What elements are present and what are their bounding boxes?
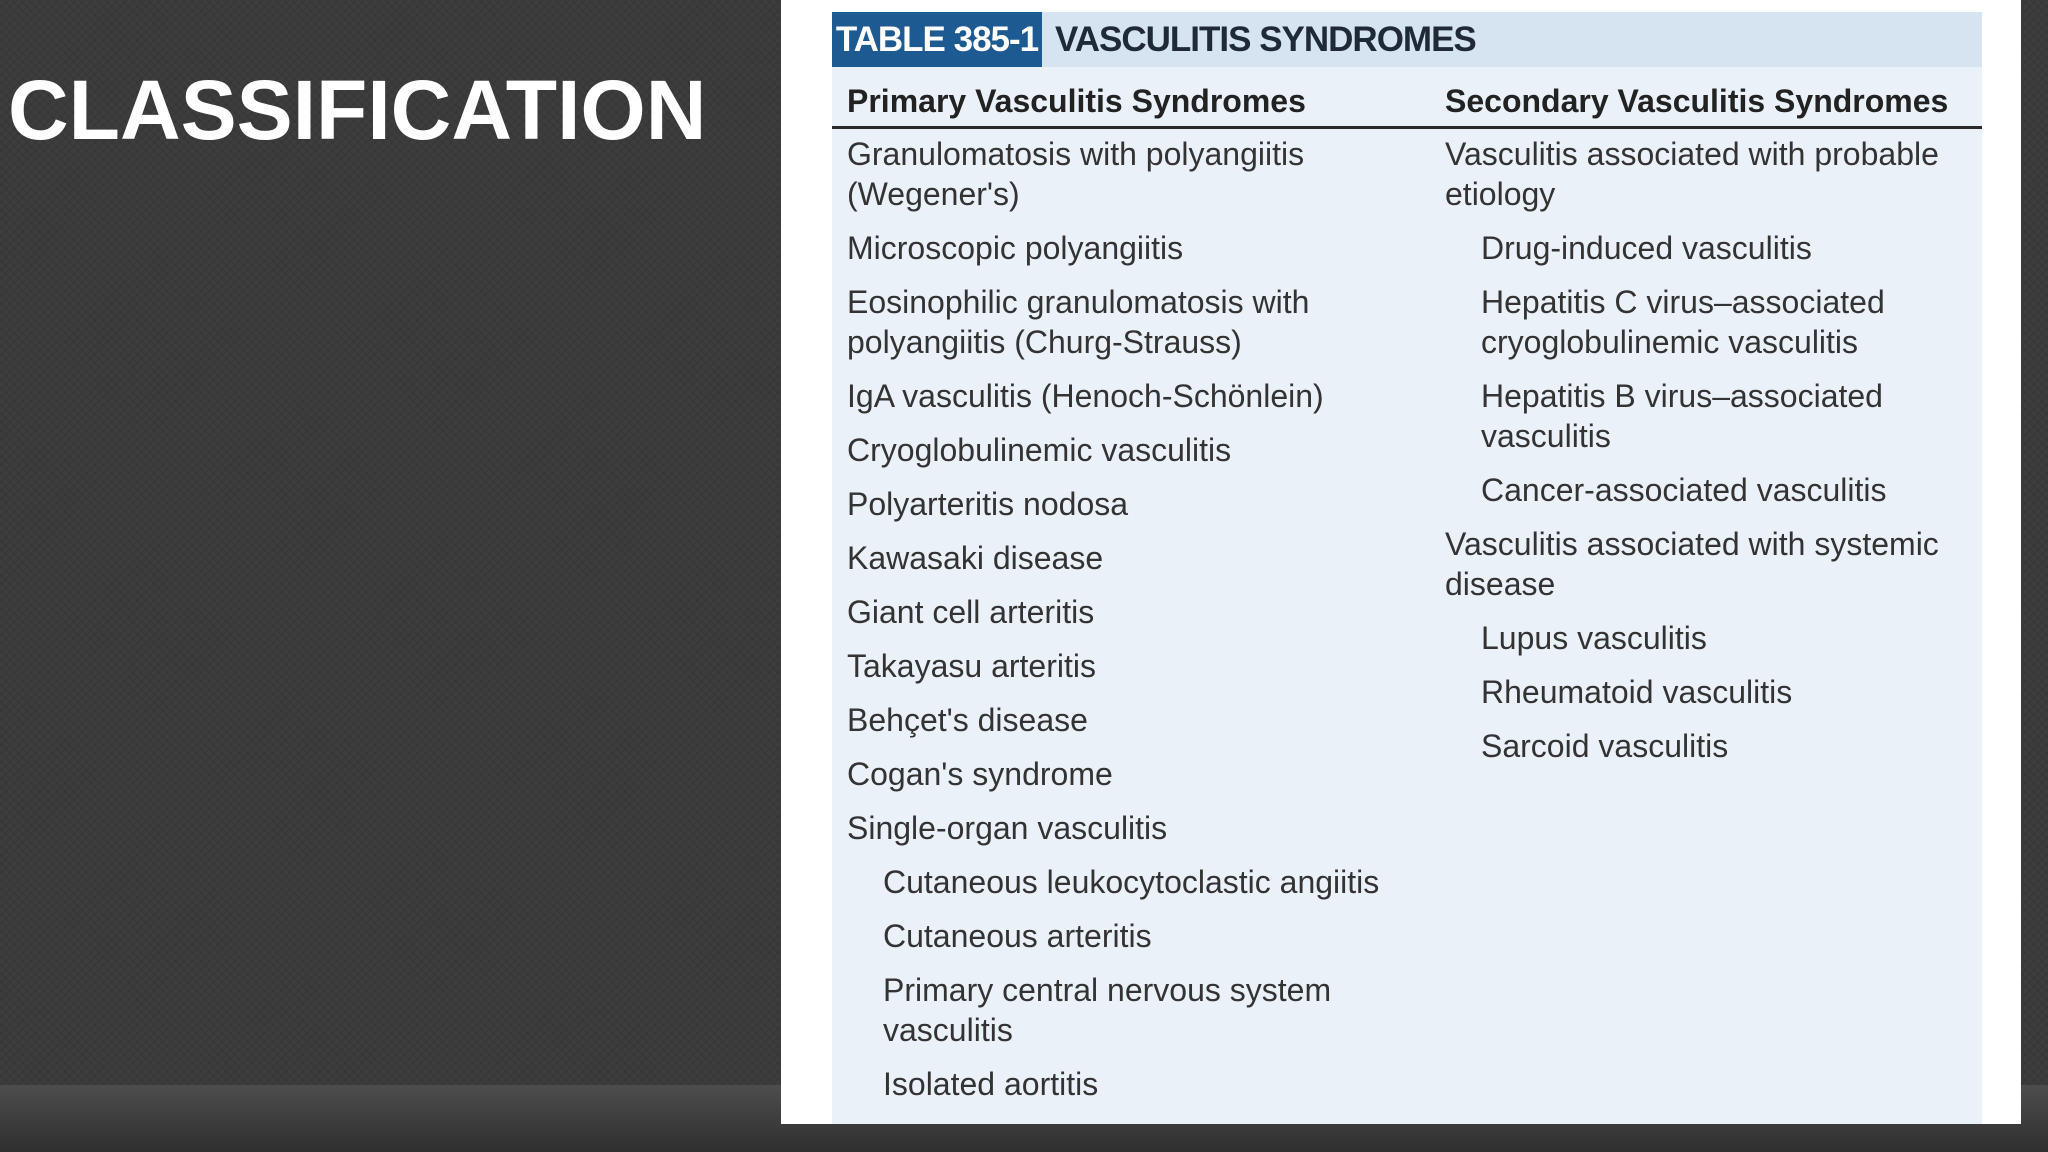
secondary-syndromes-list [1445,134,1975,780]
syndrome-item: Granulomatosis with polyangiitis (Wegener's) [847,136,1305,212]
syndrome-item: Polyarteritis nodosa [847,486,1129,522]
syndrome-subitem: Rheumatoid vasculitis [1481,674,1793,710]
syndrome-item: Cryoglobulinemic vasculitis [847,432,1232,468]
syndrome-subitem: Sarcoid vasculitis [1481,728,1729,764]
table-number-label: TABLE 385-1 [832,12,1042,67]
primary-syndromes-list [847,134,1417,1118]
syndrome-subitem: Drug-induced vasculitis [1481,230,1812,266]
syndrome-item: Kawasaki disease [847,540,1104,576]
header-divider [832,126,1982,129]
syndrome-subitem: Hepatitis B virus–associated vasculitis [1481,378,1883,454]
syndrome-item: Vasculitis associated with systemic disease [1445,526,1939,602]
syndrome-item: Microscopic polyangiitis [847,230,1184,266]
syndrome-item: Eosinophilic granulomatosis with polyangiitis (Churg-Strauss) [847,284,1310,360]
primary-column-header: Primary Vasculitis Syndromes [847,83,1306,119]
syndrome-item: Behçet's disease [847,702,1088,738]
syndrome-subitem: Primary central nervous system vasculitis [883,972,1332,1048]
syndrome-subitem: Cutaneous arteritis [883,918,1152,954]
syndrome-subitem: Isolated aortitis [883,1066,1099,1102]
syndrome-item: IgA vasculitis (Henoch-Schönlein) [847,378,1324,414]
syndrome-item: Giant cell arteritis [847,594,1095,630]
syndrome-subitem: Cutaneous leukocytoclastic angiitis [883,864,1380,900]
syndrome-item: Single-organ vasculitis [847,810,1168,846]
syndrome-item: Vasculitis associated with probable etiology [1445,136,1939,212]
table-title: VASCULITIS SYNDROMES [1055,20,1476,59]
syndrome-subitem: Cancer-associated vasculitis [1481,472,1887,508]
syndrome-subitem: Lupus vasculitis [1481,620,1707,656]
syndrome-item: Cogan's syndrome [847,756,1113,792]
syndrome-subitem: Hepatitis C virus–associated cryoglobulinemic vasculitis [1481,284,1885,360]
slide-title: CLASSIFICATION [8,63,707,157]
secondary-column-header: Secondary Vasculitis Syndromes [1445,83,1949,119]
syndrome-item: Takayasu arteritis [847,648,1096,684]
